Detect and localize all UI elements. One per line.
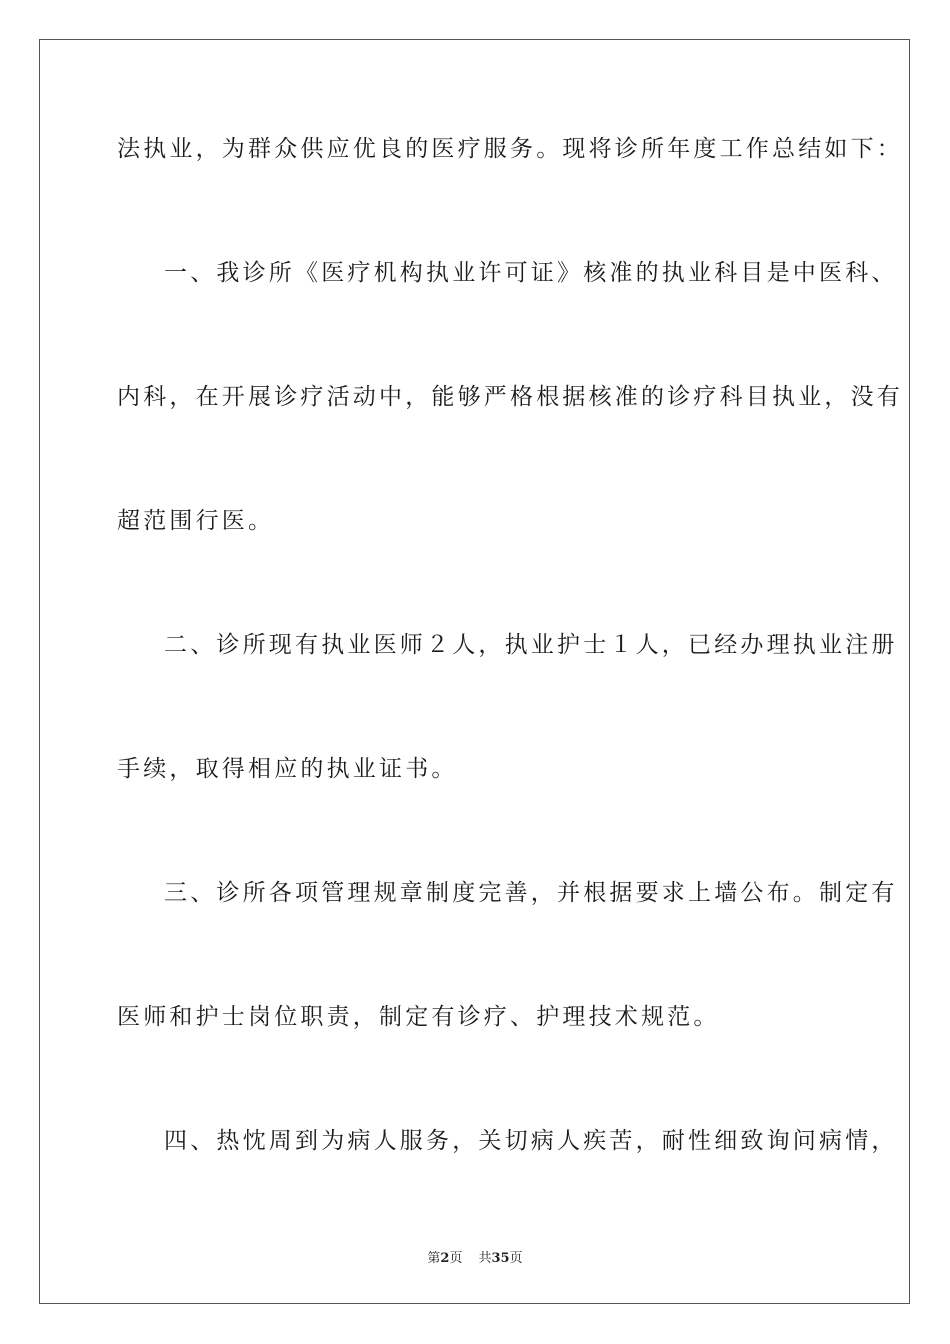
paragraph-line: 法执业，为群众供应优良的医疗服务。现将诊所年度工作总结如下： <box>117 136 903 162</box>
paragraph-line: 医师和护士岗位职责，制定有诊疗、护理技术规范。 <box>117 1004 720 1030</box>
page-frame <box>39 39 910 1304</box>
paragraph-line: 二、诊所现有执业医师２人，执业护士１人，已经办理执业注册 <box>164 632 898 658</box>
page-prefix: 第 <box>427 1251 441 1266</box>
paragraph-line: 手续，取得相应的执业证书。 <box>117 756 458 782</box>
paragraph-line: 三、诊所各项管理规章制度完善，并根据要求上墙公布。制定有 <box>164 880 898 906</box>
total-prefix: 共 <box>478 1251 492 1266</box>
total-pages: 35 <box>491 1251 510 1266</box>
paragraph-line: 内科，在开展诊疗活动中，能够严格根据核准的诊疗科目执业，没有 <box>117 384 903 410</box>
paragraph-line: 四、热忱周到为病人服务，关切病人疾苦，耐性细致询问病情， <box>164 1128 898 1154</box>
page-footer <box>0 1247 950 1266</box>
page-suffix: 页 <box>449 1251 463 1266</box>
paragraph-line: 超范围行医。 <box>117 508 275 534</box>
total-suffix: 页 <box>509 1251 523 1266</box>
page-number: 2 <box>440 1251 450 1266</box>
paragraph-line: 一、我诊所《医疗机构执业许可证》核准的执业科目是中医科、 <box>164 260 898 286</box>
